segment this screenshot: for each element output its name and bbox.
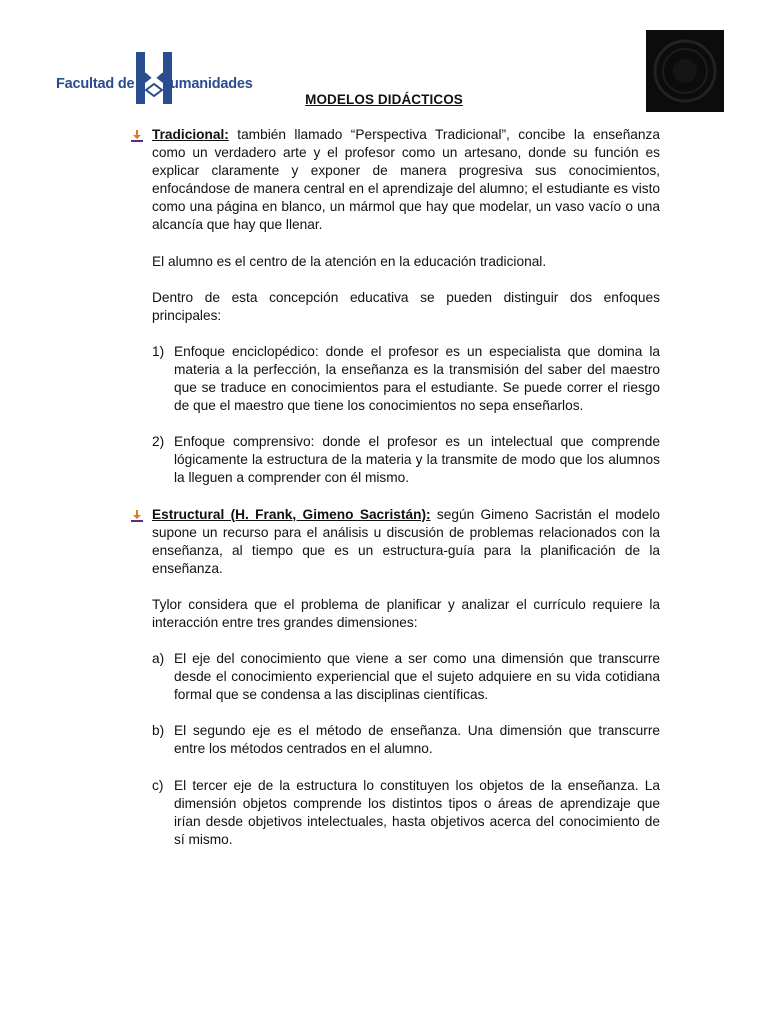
arrow-down-bullet-icon (130, 129, 144, 143)
section-tradicional (130, 126, 660, 488)
list-item (152, 650, 660, 704)
list-item-text: El tercer eje de la estructura lo constituyen los objetos de la enseñanza. La dimensión objetos comprende los distintos tipos o áreas de aprendizaje que irían desde objetivos intelectuales, hasta objetivos acerca del conocimiento de sí mismo. (174, 777, 660, 847)
list-item-text: El eje del conocimiento que viene a ser como una dimensión que transcurre desde el conocimiento experiencial que el sujeto adquiere en su vida cotidiana formal que se condensa a las disciplinas científicas. (174, 651, 660, 703)
numbered-list (152, 343, 660, 488)
paragraph: Tylor considera que el problema de planificar y analizar el currículo requiere la interacción entre tres grandes dimensiones: (152, 596, 660, 630)
section-intro (152, 126, 660, 235)
section-heading: Estructural (H. Frank, Gimeno Sacristán): (152, 506, 431, 522)
list-item-text: El segundo eje es el método de enseñanza. Una dimensión que transcurre entre los métodos centrados en el alumno. (174, 723, 660, 757)
section-estructural (130, 506, 660, 849)
list-item (152, 433, 660, 487)
paragraph: Dentro de esta concepción educativa se pueden distinguir dos enfoques principales: (152, 289, 660, 323)
document-body (130, 126, 660, 867)
list-item (152, 343, 660, 415)
paragraph: El alumno es el centro de la atención en la educación tradicional. (152, 253, 547, 269)
list-item-text: Enfoque comprensivo: donde el profesor es un intelectual que comprende lógicamente la estructura de la materia y la transmite de modo que los alumnos la lleguen a comprender con él mismo. (174, 434, 660, 486)
section-intro-text: según Gimeno Sacristán el modelo supone un recurso para el análisis u discusión de problemas relacionados con la enseñanza, al tiempo que es un estructura-guía para la planificación de la enseñanza. (152, 506, 660, 576)
lettered-list (152, 650, 660, 849)
list-marker: a) (152, 651, 165, 667)
section-heading: Tradicional: (152, 127, 229, 142)
list-marker: 1) (152, 343, 165, 359)
logo-text-right: umanidades (170, 76, 253, 92)
list-marker: 2) (152, 434, 165, 450)
list-marker: c) (152, 777, 164, 793)
list-item (152, 777, 660, 849)
section-intro-text: también llamado “Perspectiva Tradicional”, concibe la enseñanza como un verdadero arte y el profesor como un artesano, donde su función es explicar claramente y exponer de manera progresiva sus conocimientos, enfocándose de manera central en el aprendizaje del alumno; el estudiante es visto como una página en blanco, un mármol que hay que modelar, un vaso vacío o una alcancía que hay que llenar. (152, 127, 660, 233)
document-title: MODELOS DIDÁCTICOS (305, 92, 463, 107)
list-item (152, 722, 660, 758)
list-item-text: Enfoque enciclopédico: donde el profesor es un especialista que domina la materia a la perfección, la enseñanza es la transmisión del saber del maestro que se traduce en conocimientos para el estudiante. Se puede correr el riesgo de que el maestro que tiene los conocimientos no sepa enseñarlos. (174, 343, 660, 414)
arrow-down-bullet-icon (130, 509, 144, 523)
section-intro (152, 506, 660, 578)
list-marker: b) (152, 723, 165, 739)
logo-text-left: Facultad de (56, 76, 135, 92)
